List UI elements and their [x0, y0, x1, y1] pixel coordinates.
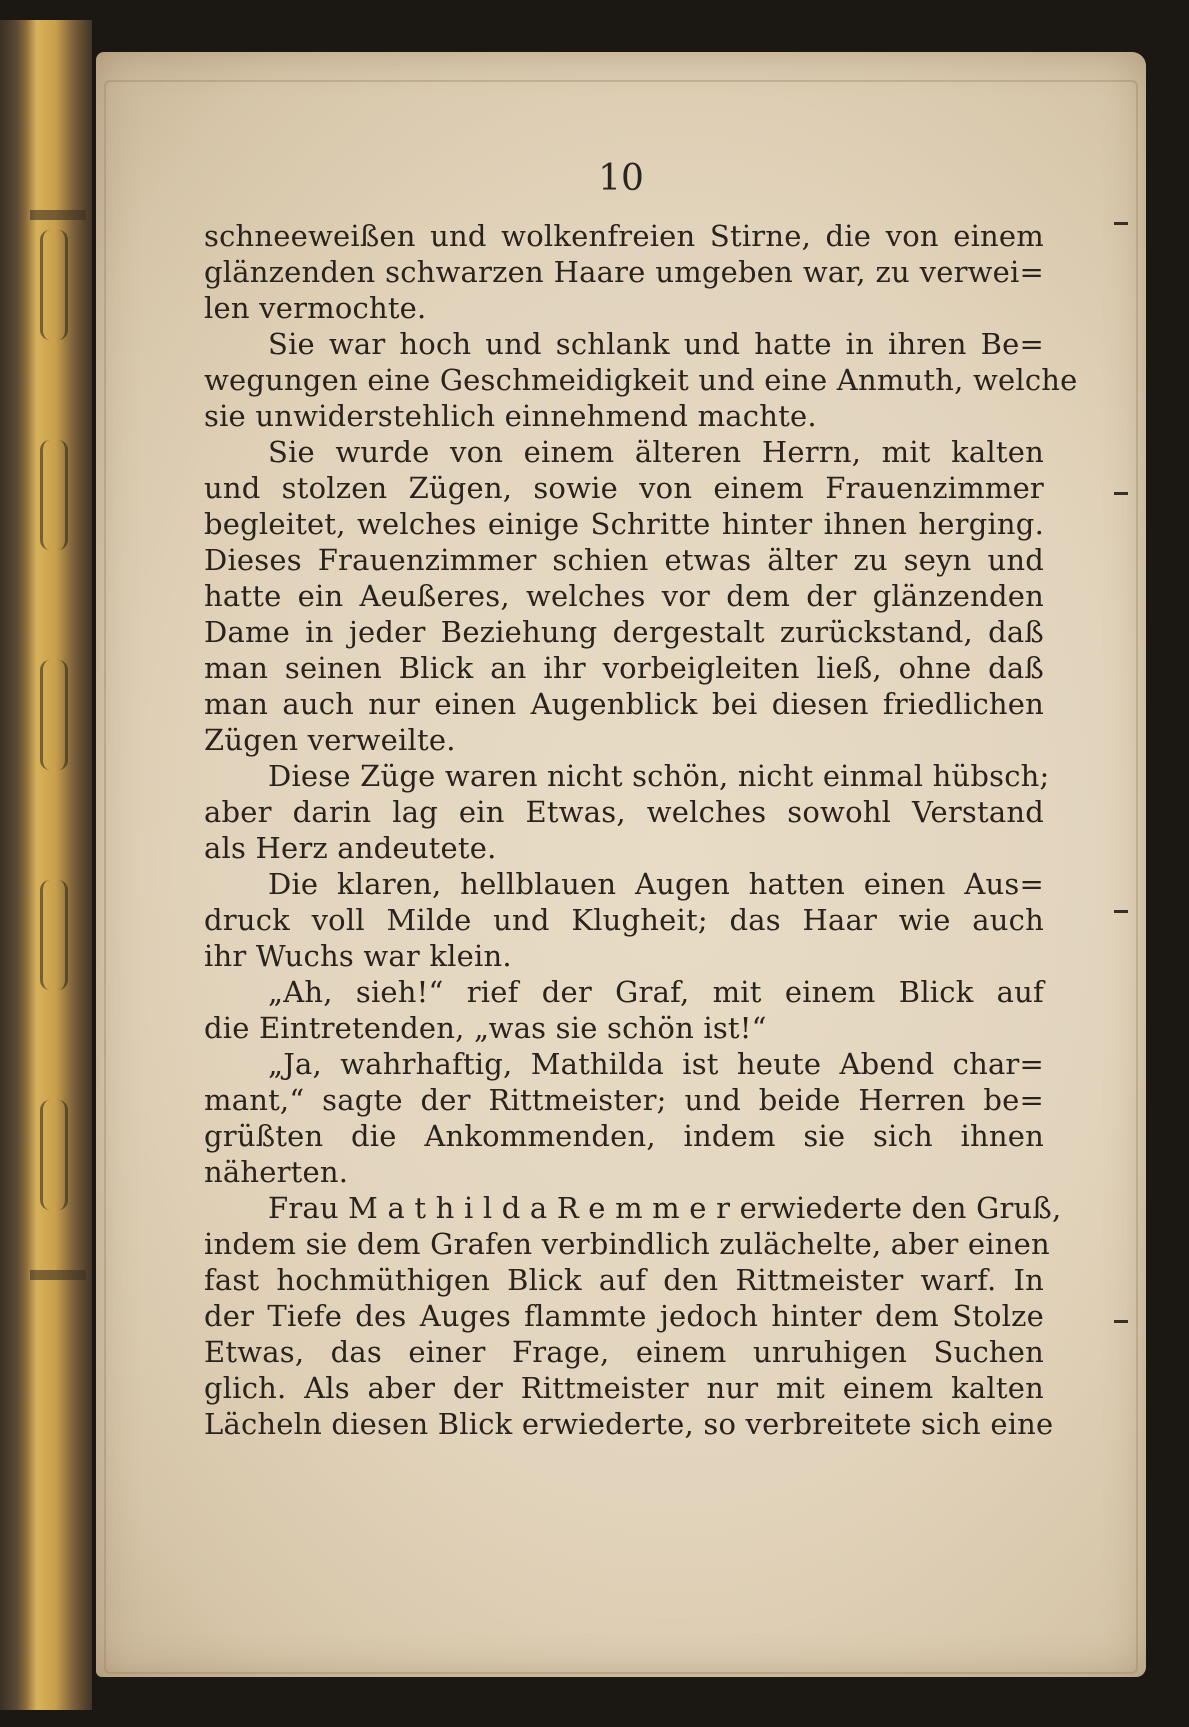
text-line: sie unwiderstehlich einnehmend machte.	[204, 399, 817, 433]
text-line: druck voll Milde und Klugheit; das Haar wie auch	[204, 903, 1044, 937]
spine-band	[30, 210, 86, 220]
text-line: und stolzen Zügen, sowie von einem Frauenzimmer	[204, 471, 1044, 505]
page-number: 10	[598, 158, 644, 199]
text-line: Die klaren, hellblauen Augen hatten einen Aus=	[268, 867, 1044, 901]
text-line: wegungen eine Geschmeidigkeit und eine Anmuth, welche	[204, 363, 1078, 397]
text-line: glänzenden schwarzen Haare umgeben war, zu verwei=	[204, 255, 1044, 289]
text-line: indem sie dem Grafen verbindlich zulächelte, aber einen	[204, 1227, 1050, 1261]
text-line: Sie wurde von einem älteren Herrn, mit kalten	[268, 435, 1044, 469]
text-line: Lächeln diesen Blick erwiederte, so verbreitete sich eine	[204, 1407, 1054, 1441]
page-text	[204, 218, 1078, 1442]
text-line: hatte ein Aeußeres, welches vor dem der glänzenden	[204, 579, 1044, 613]
text-line: Sie war hoch und schlank und hatte in ihren Be=	[268, 327, 1044, 361]
text-line: man seinen Blick an ihr vorbeigleiten ließ, ohne daß	[204, 651, 1044, 685]
text-line: len vermochte.	[204, 291, 427, 325]
book-page	[96, 52, 1146, 1677]
text-line: „Ja, wahrhaftig, Mathilda ist heute Abend char=	[268, 1047, 1044, 1081]
text-line: aber darin lag ein Etwas, welches sowohl Verstand	[204, 795, 1044, 829]
spine-ornament	[40, 660, 68, 770]
text-line: begleitet, welches einige Schritte hinter ihnen herging.	[204, 507, 1044, 541]
spine-ornament	[40, 1100, 68, 1210]
margin-mark	[1114, 1320, 1128, 1323]
text-line: Diese Züge waren nicht schön, nicht einmal hübsch;	[268, 759, 1050, 793]
margin-mark	[1114, 492, 1128, 495]
margin-mark	[1114, 910, 1128, 913]
text-line: mant,“ sagte der Rittmeister; und beide Herren be=	[204, 1083, 1044, 1117]
text-line: Dame in jeder Beziehung dergestalt zurückstand, daß	[204, 615, 1044, 649]
text-line: glich. Als aber der Rittmeister nur mit einem kalten	[204, 1371, 1044, 1405]
text-line: ihr Wuchs war klein.	[204, 939, 512, 973]
spine-band	[30, 1270, 86, 1280]
text-line: grüßten die Ankommenden, indem sie sich ihnen	[204, 1119, 1044, 1153]
spine-ornament	[40, 230, 68, 340]
text-line: der Tiefe des Auges flammte jedoch hinter dem Stolze	[204, 1299, 1044, 1333]
margin-mark	[1114, 222, 1128, 225]
text-line: Frau M a t h i l d a R e m m e r erwiederte den Gruß,	[268, 1191, 1062, 1225]
text-line: als Herz andeutete.	[204, 831, 497, 865]
text-line: man auch nur einen Augenblick bei diesen friedlichen	[204, 687, 1044, 721]
spine-ornament	[40, 880, 68, 990]
text-line: „Ah, sieh!“ rief der Graf, mit einem Blick auf	[268, 975, 1044, 1009]
text-line: fast hochmüthigen Blick auf den Rittmeister warf. In	[204, 1263, 1044, 1297]
text-line: Zügen verweilte.	[204, 723, 456, 757]
text-line: näherten.	[204, 1155, 349, 1189]
text-line: Dieses Frauenzimmer schien etwas älter zu seyn und	[204, 543, 1044, 577]
text-line: Etwas, das einer Frage, einem unruhigen Suchen	[204, 1335, 1044, 1369]
book-spine	[0, 20, 92, 1710]
text-line: die Eintretenden, „was sie schön ist!“	[204, 1011, 767, 1045]
spine-ornament	[40, 440, 68, 550]
text-line: schneeweißen und wolkenfreien Stirne, die von einem	[204, 219, 1044, 253]
